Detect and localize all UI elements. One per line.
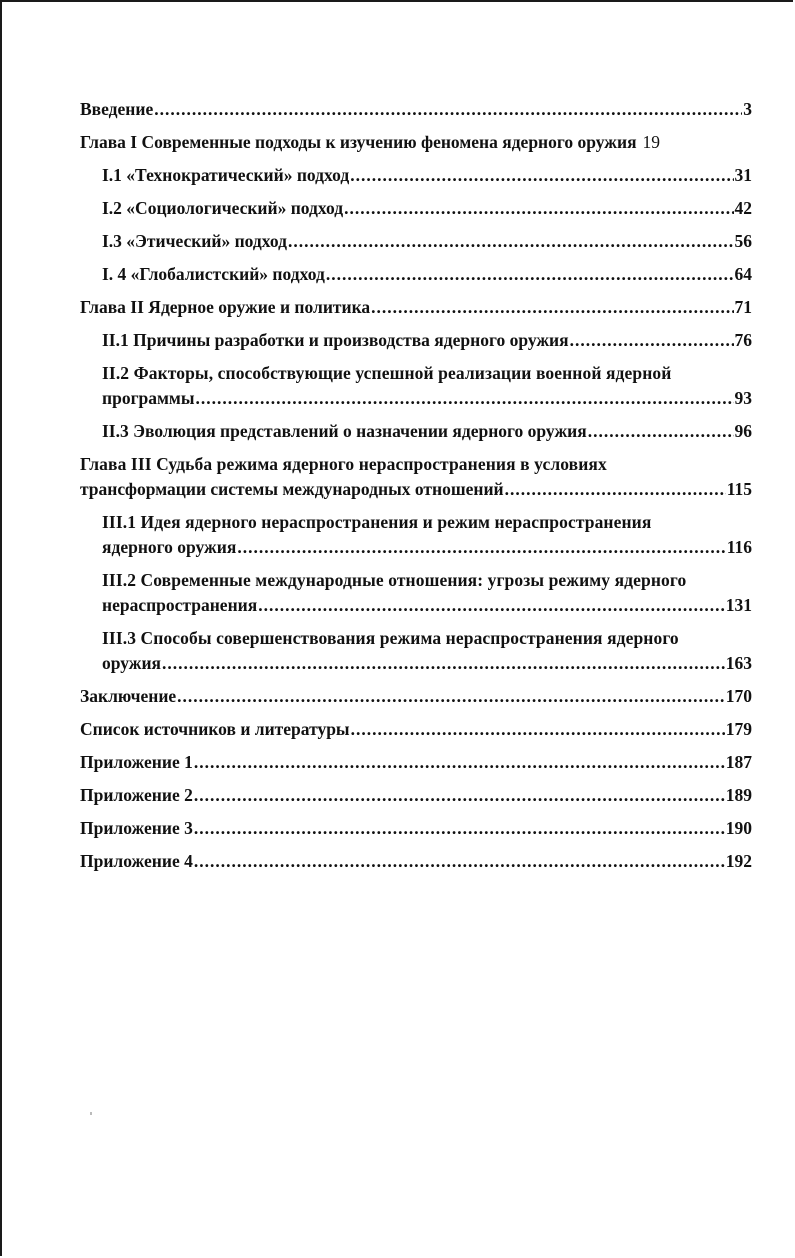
toc-entry-page: 189 [725, 785, 752, 805]
toc-entry-label: I. 4 «Глобалистский» подход [102, 264, 325, 284]
toc-entry-conclusion[interactable] [80, 684, 752, 709]
toc-entry-page: 3 [743, 99, 752, 119]
toc-entry-page: 190 [725, 818, 752, 838]
dot-leader [351, 717, 725, 742]
toc-entry-appendix-3[interactable] [80, 816, 752, 841]
toc-entry-label: I.3 «Этический» подход [102, 231, 287, 251]
toc-entry-label: Глава I Современные подходы к изучению феномена ядерного оружия [80, 132, 637, 152]
toc-entry-label: трансформации системы международных отношений [80, 479, 504, 499]
dot-leader [194, 783, 725, 808]
toc-entry-label: I.1 «Технократический» подход [102, 165, 350, 185]
toc-entry-page: 76 [734, 330, 752, 350]
toc-entry-page: 170 [725, 686, 752, 706]
toc-entry-page: 115 [726, 479, 752, 499]
toc-entry-page: 64 [734, 264, 752, 284]
dot-leader [258, 593, 725, 618]
toc-entry-label: программы [102, 388, 195, 408]
toc-entry-label: Заключение [80, 686, 177, 706]
dot-leader [194, 816, 725, 841]
dot-leader [326, 262, 734, 287]
dot-leader [371, 295, 733, 320]
toc-entry-section-3-3[interactable] [102, 626, 752, 676]
toc-entry-label: оружия [102, 653, 162, 673]
toc-entry-page: 163 [725, 653, 752, 673]
toc-entry-label: II.1 Причины разработки и производства ядерного оружия [102, 330, 569, 350]
toc-entry-label: ядерного оружия [102, 537, 237, 557]
dot-leader [237, 535, 725, 560]
toc-entry-page: 31 [734, 165, 752, 185]
toc-entry-page: 42 [734, 198, 752, 218]
toc-entry-section-2-2[interactable] [102, 361, 752, 411]
toc-entry-label: Введение [80, 99, 154, 119]
toc-entry-label: II.3 Эволюция представлений о назначении ядерного оружия [102, 421, 587, 441]
toc-entry-appendix-4[interactable] [80, 849, 752, 874]
toc-entry-first-line: II.2 Факторы, способствующие успешной реализации военной ядерной [102, 363, 672, 383]
toc-entry-page: 71 [734, 297, 752, 317]
toc-entry-section-1-2[interactable] [102, 196, 752, 221]
toc-entry-section-1-4[interactable] [102, 262, 752, 287]
toc-entry-page: 56 [734, 231, 752, 251]
toc-entry-appendix-1[interactable] [80, 750, 752, 775]
toc-entry-introduction[interactable] [80, 97, 752, 122]
toc-entry-section-1-1[interactable] [102, 163, 752, 188]
dot-leader [162, 651, 725, 676]
toc-entry-label: Приложение 4 [80, 851, 193, 871]
toc-entry-chapter-1[interactable] [80, 130, 752, 155]
toc-entry-label: Приложение 2 [80, 785, 193, 805]
toc-entry-label: Приложение 1 [80, 752, 193, 772]
dot-leader [177, 684, 725, 709]
toc-entry-chapter-3[interactable] [80, 452, 752, 502]
toc-entry-first-line: III.1 Идея ядерного нераспространения и режим нераспространения [102, 512, 652, 532]
dot-leader [350, 163, 733, 188]
toc-entry-label: Приложение 3 [80, 818, 193, 838]
toc-entry-page: 187 [725, 752, 752, 772]
toc-entry-chapter-2[interactable] [80, 295, 752, 320]
toc-entry-bibliography[interactable] [80, 717, 752, 742]
dot-leader [588, 419, 734, 444]
dot-leader [194, 849, 725, 874]
toc-entry-section-1-3[interactable] [102, 229, 752, 254]
dot-leader [288, 229, 734, 254]
toc-entry-page: 96 [734, 421, 752, 441]
toc-entry-first-line: III.3 Способы совершенствования режима нераспространения ядерного [102, 628, 679, 648]
toc-entry-page: 19 [642, 132, 661, 152]
toc-entry-section-2-1[interactable] [102, 328, 752, 353]
dot-leader [505, 477, 726, 502]
toc-entry-first-line: III.2 Современные международные отношения: угрозы режиму ядерного [102, 570, 687, 590]
dot-leader [196, 386, 734, 411]
toc-entry-appendix-2[interactable] [80, 783, 752, 808]
toc-entry-first-line: Глава III Судьба режима ядерного нераспространения в условиях [80, 454, 607, 474]
toc-entry-page: 93 [734, 388, 752, 408]
dot-leader [154, 97, 742, 122]
toc-entry-section-3-1[interactable] [102, 510, 752, 560]
dot-leader [344, 196, 733, 221]
toc-entry-label: Список источников и литературы [80, 719, 350, 739]
toc-entry-section-2-3[interactable] [102, 419, 752, 444]
toc-entry-page: 131 [725, 595, 752, 615]
toc-entry-label: Глава II Ядерное оружие и политика [80, 297, 371, 317]
toc-entry-page: 179 [725, 719, 752, 739]
dot-leader [194, 750, 725, 775]
toc-entry-label: I.2 «Социологический» подход [102, 198, 344, 218]
toc-entry-section-3-2[interactable] [102, 568, 752, 618]
dot-leader [570, 328, 734, 353]
table-of-contents [80, 97, 752, 882]
toc-entry-label: нераспространения [102, 595, 258, 615]
toc-entry-page: 192 [725, 851, 752, 871]
toc-entry-page: 116 [726, 537, 752, 557]
scan-speck [90, 1112, 92, 1115]
